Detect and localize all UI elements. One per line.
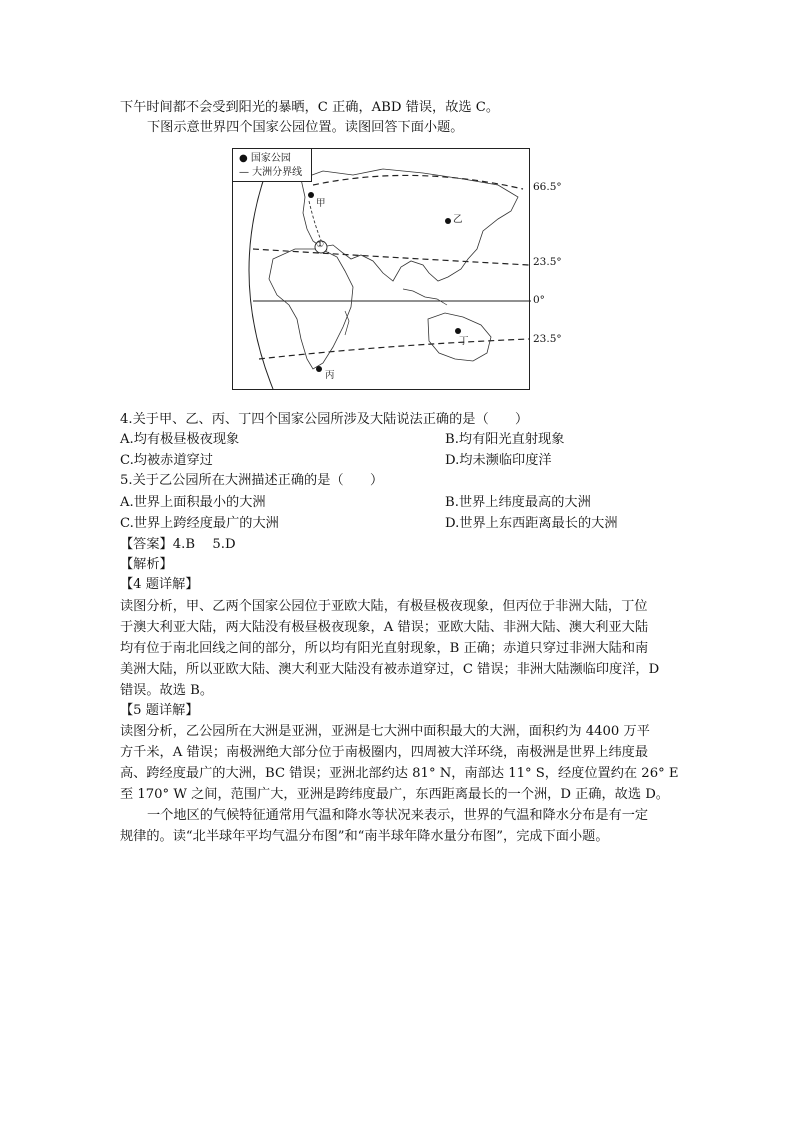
tropic-cancer-line — [253, 249, 529, 265]
park-jia-label: 甲 — [316, 198, 326, 209]
q5-option-b: B.世界上纬度最高的大洲 — [445, 495, 591, 510]
next-intro-line2: 规律的。读“北半球年平均气温分布图”和“南半球年降水量分布图”，完成下面小题。 — [120, 829, 609, 844]
park-bing-label: 丙 — [325, 370, 335, 381]
detail-4-line: 于澳大利亚大陆，两大陆没有极昼极夜现象，A 错误；亚欧大陆、非洲大陆、澳大利亚大陆 — [120, 620, 649, 635]
arctic-circle-line — [313, 175, 523, 189]
analysis-title: 【解析】 — [120, 557, 173, 572]
park-jia-dot — [308, 192, 314, 198]
map-legend — [233, 149, 312, 182]
detail-4-line: 均有位于南北回线之间的部分，所以均有阳光直射现象，B 正确；赤道只穿过非洲大陆和南 — [120, 641, 649, 656]
tropic-capricorn-line — [259, 339, 529, 359]
archipelago-outline — [403, 289, 447, 305]
q5-option-a: A.世界上面积最小的大洲 — [120, 495, 266, 510]
lat-label-0: 0° — [533, 294, 545, 306]
answer-line: 【答案】4.B 5.D — [120, 537, 236, 552]
park-yi-label: 乙 — [453, 214, 463, 225]
lat-label-66: 66.5° — [533, 181, 562, 193]
map-drawing — [233, 149, 531, 391]
q4-option-d: D.均未濒临印度洋 — [445, 453, 552, 468]
q4-option-a: A.均有极昼极夜现象 — [120, 432, 240, 447]
q4-option-b: B.均有阳光直射现象 — [445, 432, 565, 447]
lat-label-23s: 23.5° — [533, 333, 562, 345]
detail-4-line: 美洲大陆，所以亚欧大陆、澳大利亚大陆没有被赤道穿过，C 错误；非洲大陆濒临印度洋，D — [120, 662, 660, 677]
park-yi-dot — [445, 218, 451, 224]
detail-5-line: 读图分析，乙公园所在大洲是亚洲，亚洲是七大洲中面积最大的大洲，面积约为 4400 万平 — [120, 724, 650, 739]
detail-5-title: 【5 题详解】 — [120, 703, 199, 718]
q4-stem: 4.关于甲、乙、丙、丁四个国家公园所涉及大陆说法正确的是（ ） — [120, 412, 529, 427]
next-intro-line1: 一个地区的气候特征通常用气温和降水等状况来表示，世界的气温和降水分布是有一定 — [147, 808, 649, 823]
world-map-figure — [232, 148, 530, 390]
park-ding-label: 丁 — [459, 336, 469, 347]
legend-boundary: — 大洲分界线 — [239, 167, 303, 178]
eurasia-outline — [301, 169, 518, 281]
continued-text: 下午时间都不会受到阳光的暴晒，C 正确，ABD 错误，故选 C。 — [120, 100, 500, 115]
q5-option-d: D.世界上东西距离最长的大洲 — [445, 516, 618, 531]
detail-4-line: 错误。故选 B。 — [120, 683, 214, 698]
park-bing-dot — [316, 366, 322, 372]
q5-stem: 5.关于乙公园所在大洲描述正确的是（ ） — [120, 473, 384, 488]
question-intro: 下图示意世界四个国家公园位置。读图回答下面小题。 — [147, 120, 464, 135]
madagascar-outline — [345, 311, 349, 335]
marker-1-label: ① — [316, 240, 325, 250]
detail-4-line: 读图分析，甲、乙两个国家公园位于亚欧大陆，有极昼极夜现象，但丙位于非洲大陆，丁位 — [120, 599, 648, 614]
detail-5-line: 方千米，A 错误；南极洲绝大部分位于南极圈内，四周被大洋环绕，南极洲是世界上纬度最 — [120, 745, 649, 760]
globe-edge — [249, 154, 273, 389]
detail-5-line: 至 170° W 之间，范围广大，亚洲是跨纬度最广，东西距离最长的一个洲，D 正确，故选 D。 — [120, 787, 669, 802]
lat-label-23n: 23.5° — [533, 256, 562, 268]
q5-option-c: C.世界上跨经度最广的大洲 — [120, 516, 279, 531]
detail-5-line: 高、跨经度最广的大洲，BC 错误；亚洲北部约达 81° N，南部达 11° S，经度位置约在 26° E — [120, 766, 679, 781]
legend-park: ● 国家公园 — [239, 153, 291, 164]
detail-4-title: 【4 题详解】 — [120, 577, 199, 592]
q4-option-c: C.均被赤道穿过 — [120, 453, 213, 468]
